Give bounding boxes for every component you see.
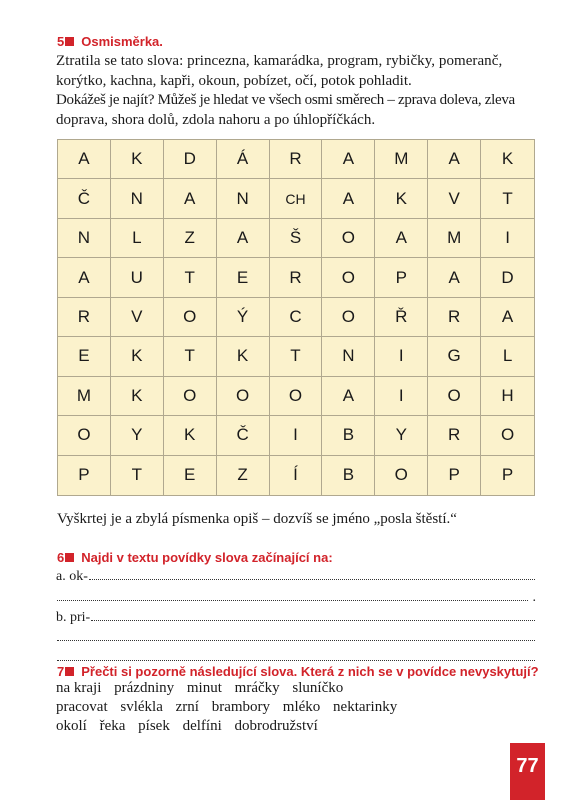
grid-cell[interactable]: O (217, 377, 270, 416)
grid-cell[interactable]: N (322, 337, 375, 376)
grid-cell[interactable]: V (428, 179, 481, 218)
grid-cell[interactable]: T (481, 179, 534, 218)
word-row (56, 718, 536, 735)
grid-cell[interactable]: O (164, 377, 217, 416)
grid-cell[interactable]: V (111, 298, 164, 337)
grid-cell[interactable]: R (428, 416, 481, 455)
grid-cell[interactable]: O (375, 456, 428, 495)
grid-cell[interactable]: L (481, 337, 534, 376)
word[interactable]: řeka (99, 718, 126, 734)
grid-cell[interactable]: Č (58, 179, 111, 218)
exercise-title: Osmisměrka. (81, 34, 163, 49)
exercise-number: 5 (57, 34, 65, 49)
grid-cell[interactable]: M (375, 140, 428, 179)
word[interactable]: mléko (282, 699, 321, 715)
exercise-5-heading (57, 34, 163, 49)
dotted-blank[interactable] (91, 608, 535, 621)
grid-cell[interactable]: I (270, 416, 323, 455)
grid-cell[interactable]: I (481, 219, 534, 258)
grid-cell[interactable]: O (322, 298, 375, 337)
answer-line-a-continued[interactable] (56, 588, 536, 606)
answer-line-a[interactable] (56, 567, 536, 585)
dotted-blank[interactable] (57, 628, 535, 641)
grid-cell[interactable]: A (322, 140, 375, 179)
grid-cell[interactable]: R (58, 298, 111, 337)
exercise-number: 6 (57, 550, 65, 565)
answer-label: a. ok- (56, 569, 88, 584)
grid-cell[interactable]: P (375, 258, 428, 297)
grid-cell[interactable]: E (164, 456, 217, 495)
exercise-title: Najdi v textu povídky slova začínající na: (81, 550, 333, 565)
grid-cell[interactable]: T (270, 337, 323, 376)
grid-cell[interactable]: A (322, 377, 375, 416)
grid-cell[interactable]: I (375, 377, 428, 416)
square-bullet-icon (65, 37, 74, 46)
word[interactable]: nektarinky (333, 699, 398, 715)
grid-cell[interactable]: D (164, 140, 217, 179)
grid-cell[interactable]: R (270, 258, 323, 297)
word[interactable]: brambory (211, 699, 271, 715)
grid-cell[interactable]: Í (270, 456, 323, 495)
grid-cell[interactable]: A (322, 179, 375, 218)
word[interactable]: svlékla (120, 699, 163, 715)
instruction-line: korýtko, kachna, kapři, okoun, pobízet, očí, potok pohladit. (56, 72, 412, 89)
dotted-blank[interactable] (89, 567, 535, 580)
grid-cell[interactable]: A (58, 258, 111, 297)
grid-cell[interactable]: N (58, 219, 111, 258)
square-bullet-icon (65, 667, 74, 676)
word-row (56, 699, 536, 716)
grid-cell[interactable]: Z (217, 456, 270, 495)
grid-cell[interactable]: B (322, 456, 375, 495)
grid-cell[interactable]: O (164, 298, 217, 337)
exercise-5-followup: Vyškrtej je a zbylá písmenka opiš – dozvíš se jméno „posla štěstí.“ (57, 511, 457, 527)
answer-line-b[interactable] (56, 608, 536, 626)
word[interactable]: minut (186, 680, 222, 696)
word[interactable]: pracovat (56, 699, 108, 715)
word[interactable]: prázdniny (114, 680, 175, 696)
grid-cell[interactable]: M (428, 219, 481, 258)
word[interactable]: delfíni (182, 718, 222, 734)
word-row (56, 680, 536, 697)
dotted-blank[interactable] (57, 588, 528, 601)
grid-cell[interactable]: A (481, 298, 534, 337)
grid-cell[interactable]: O (428, 377, 481, 416)
word[interactable]: na kraji (56, 680, 102, 696)
grid-cell[interactable]: O (322, 219, 375, 258)
grid-cell[interactable]: B (322, 416, 375, 455)
grid-cell[interactable]: K (111, 140, 164, 179)
grid-cell[interactable]: R (428, 298, 481, 337)
page-number: 77 (510, 743, 545, 800)
grid-cell[interactable]: N (217, 179, 270, 218)
grid-cell[interactable]: L (111, 219, 164, 258)
word[interactable]: písek (138, 718, 170, 734)
instruction-line: Ztratila se tato slova: princezna, kamarádka, program, rybičky, pomeranč, (56, 53, 503, 69)
grid-cell[interactable]: Ý (217, 298, 270, 337)
grid-cell[interactable]: Y (111, 416, 164, 455)
grid-cell[interactable]: E (217, 258, 270, 297)
grid-cell[interactable]: C (270, 298, 323, 337)
square-bullet-icon (65, 553, 74, 562)
grid-cell[interactable]: G (428, 337, 481, 376)
instruction-line: doprava, shora dolů, zdola nahoru a po úhlopříčkách. (56, 111, 376, 128)
grid-cell[interactable]: O (270, 377, 323, 416)
grid-cell[interactable]: P (428, 456, 481, 495)
answer-label: b. pri- (56, 610, 91, 625)
exercise-5-instructions (56, 52, 541, 130)
grid-cell[interactable]: O (481, 416, 534, 455)
grid-cell[interactable]: A (164, 179, 217, 218)
grid-cell[interactable]: E (58, 337, 111, 376)
grid-cell[interactable]: T (164, 258, 217, 297)
grid-cell[interactable]: K (375, 179, 428, 218)
grid-cell[interactable]: T (164, 337, 217, 376)
grid-cell[interactable]: A (217, 219, 270, 258)
word[interactable]: sluníčko (292, 680, 344, 696)
answer-line-b-continued[interactable] (56, 628, 536, 641)
grid-cell[interactable]: O (58, 416, 111, 455)
grid-cell[interactable]: K (164, 416, 217, 455)
answer-line-b-continued-2[interactable] (56, 648, 536, 661)
grid-cell[interactable]: Ř (375, 298, 428, 337)
grid-cell[interactable]: CH (270, 179, 323, 218)
dotted-blank[interactable] (57, 648, 535, 661)
grid-cell[interactable]: M (58, 377, 111, 416)
grid-cell[interactable]: P (501, 465, 514, 485)
grid-cell[interactable]: K (217, 337, 270, 376)
exercise-6-heading (57, 550, 333, 565)
grid-cell[interactable]: A (58, 140, 111, 179)
exercise-title: Přečti si pozorně následující slova. Která z nich se v povídce nevyskytují? (81, 664, 539, 679)
grid-cell[interactable]: U (111, 258, 164, 297)
exercise-7-heading (57, 664, 539, 679)
word-search-grid (57, 139, 535, 496)
word[interactable]: dobrodružství (234, 718, 318, 734)
grid-cell[interactable]: A (375, 219, 428, 258)
grid-cell[interactable]: A (428, 140, 481, 179)
grid-cell[interactable]: K (111, 377, 164, 416)
grid-cell[interactable]: Č (217, 416, 270, 455)
grid-cell[interactable]: K (111, 337, 164, 376)
grid-cell[interactable]: R (270, 140, 323, 179)
word[interactable]: zrní (175, 699, 199, 715)
exercise-number: 7 (57, 664, 65, 679)
grid-cell[interactable]: Z (164, 219, 217, 258)
instruction-line: Dokážeš je najít? Můžeš je hledat ve všech osmi směrech – zprava doleva, zleva (56, 92, 515, 108)
word[interactable]: mráčky (234, 680, 280, 696)
word[interactable]: okolí (56, 718, 87, 734)
grid-cell[interactable]: T (111, 456, 164, 495)
grid-cell[interactable]: O (322, 258, 375, 297)
grid-cell[interactable]: Y (375, 416, 428, 455)
grid-cell[interactable]: H (481, 377, 534, 416)
grid-cell[interactable]: A (428, 258, 481, 297)
grid-cell[interactable]: D (481, 258, 534, 297)
grid-cell[interactable]: I (375, 337, 428, 376)
grid-cell[interactable]: Š (270, 219, 323, 258)
grid-cell[interactable]: K (481, 140, 534, 179)
grid-cell[interactable]: Á (217, 140, 270, 179)
grid-cell[interactable]: P (58, 456, 111, 495)
grid-cell[interactable]: N (111, 179, 164, 218)
line-end-mark: . (532, 590, 536, 605)
